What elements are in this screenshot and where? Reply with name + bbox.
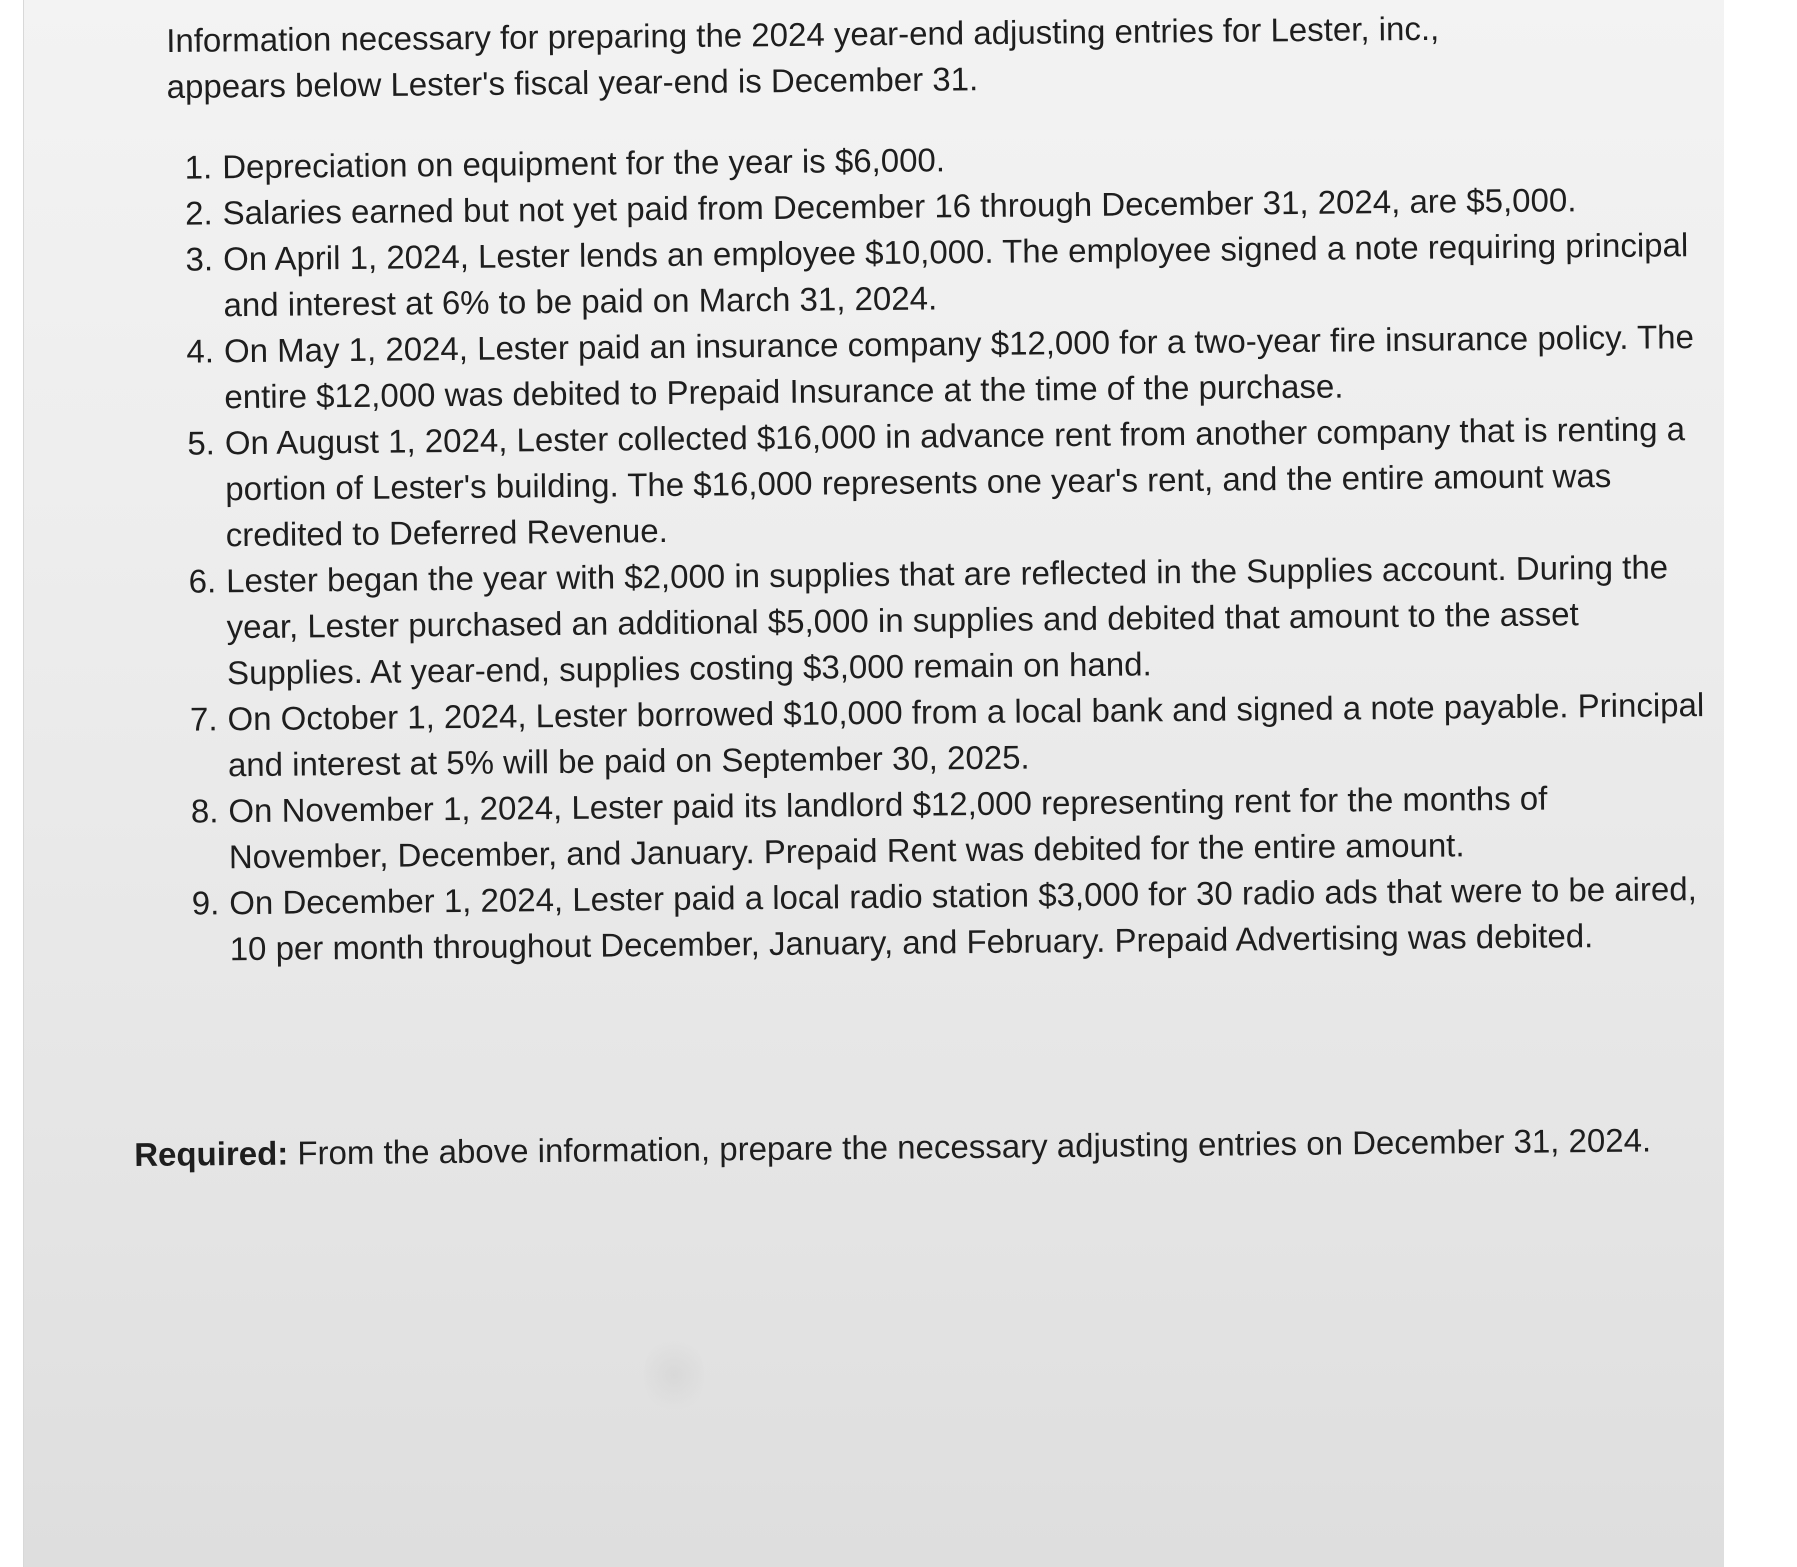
required-label: Required:: [134, 1134, 289, 1173]
list-item: [148, 774, 1709, 881]
list-item-number: 4.: [186, 332, 215, 370]
list-item-text: On December 1, 2024, Lester paid a local radio station $3,000 for 30 radio ads that were to be aired, 10 per month throughout December, January, and February. Prepaid Advertising was debited.: [229, 870, 1697, 968]
list-item-text: On April 1, 2024, Lester lends an employee $10,000. The employee signed a note requiring principal and interest at 6% to be paid on March 31, 2024.: [222, 226, 1689, 324]
list-item: [143, 222, 1704, 329]
list-item-number: 3.: [185, 240, 214, 278]
list-item: [144, 314, 1705, 421]
adjustment-list: [142, 130, 1710, 973]
required-paragraph: [134, 1115, 1694, 1180]
list-item-number: 8.: [190, 792, 219, 830]
list-item-text: On August 1, 2024, Lester collected $16,000 in advance rent from another company that is renting a portion of Lester's building. The $16,000 represents one year's rent, and the entire amount was credited to Deferred Revenue.: [224, 410, 1686, 554]
background-margin: [1724, 0, 1797, 1567]
intro-paragraph: Information necessary for preparing the 2024 year-end adjusting entries for Lester, inc., appears below Lester's fiscal year-end is December 31.: [166, 9, 1440, 105]
list-item: [145, 406, 1706, 559]
list-item-number: 2.: [184, 194, 213, 232]
document-screen: [24, 0, 1724, 1567]
list-item-text: On May 1, 2024, Lester paid an insurance company $12,000 for a two-year fire insurance policy. The entire $12,000 was debited to Prepaid Insurance at the time of the purchase.: [223, 318, 1695, 416]
required-text: From the above information, prepare the necessary adjusting entries on December 31, 2024.: [288, 1121, 1652, 1172]
list-item-number: 6.: [188, 562, 217, 600]
list-item-text: Lester began the year with $2,000 in supplies that are reflected in the Supplies account. During the year, Lester purchased an additional $5,000 in supplies and debited that amount to the asset Supplies. At year-end, supplies costing $3,000 remain on hand.: [226, 548, 1669, 692]
screen-smudge: [644, 1335, 704, 1415]
list-item: [149, 866, 1710, 973]
list-item: [147, 682, 1708, 789]
list-item-text: On October 1, 2024, Lester borrowed $10,000 from a local bank and signed a note payable. Principal and interest at 5% will be paid on September 30, 2025.: [227, 686, 1705, 784]
list-item-number: 5.: [187, 424, 216, 462]
list-item-number: 7.: [189, 700, 218, 738]
list-item-number: 9.: [191, 884, 220, 922]
list-item-text: On November 1, 2024, Lester paid its landlord $12,000 representing rent for the months of November, December, and January. Prepaid Rent was debited for the entire amount.: [228, 779, 1548, 876]
list-item: [146, 544, 1707, 697]
list-item-text: Salaries earned but not yet paid from December 16 through December 31, 2024, are $5,000.: [222, 181, 1577, 232]
list-item-text: Depreciation on equipment for the year is $6,000.: [222, 141, 946, 186]
list-item-number: 1.: [184, 148, 213, 186]
